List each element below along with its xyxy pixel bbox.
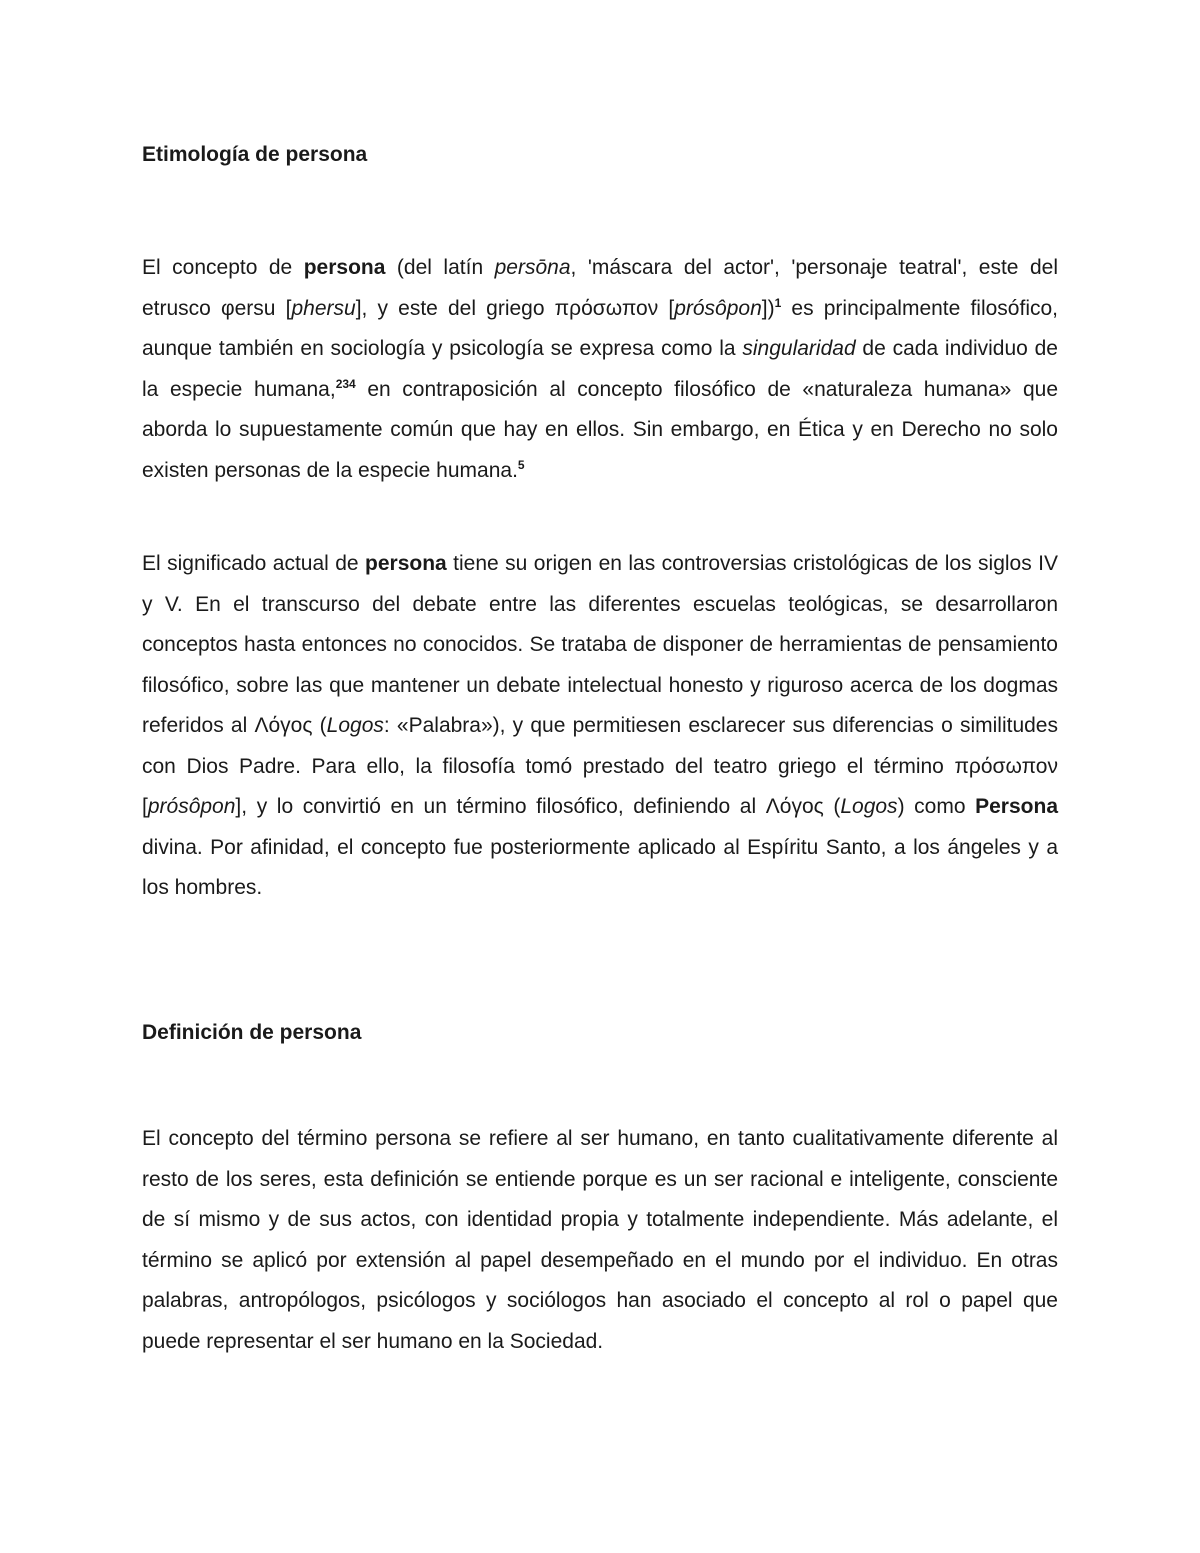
- text-run: ], y este del griego πρόσωπον [: [355, 296, 675, 320]
- text-run: en contraposición al concepto filosófico de «naturaleza humana» que aborda lo supuestamente común que hay en ellos. Sin embargo, en Ética y en Derecho no solo existen personas de la especie humana.: [142, 377, 1058, 482]
- footnote-ref: 234: [335, 376, 356, 391]
- paragraph-etimologia: [142, 248, 1058, 491]
- text-run: tiene su origen en las controversias cristológicas de los siglos IV y V. En el transcurso del debate entre las diferentes escuelas teológicas, se desarrollaron conceptos hasta entonces no conocidos. Se trataba de disponer de herramientas de pensamiento filosófico, sobre las que mantener un debate intelectual honesto y riguroso acerca de los dogmas referidos al Λόγος (: [142, 552, 1058, 737]
- text-run: de cada individuo de la especie humana,: [142, 337, 1058, 401]
- italic-term: Logos: [326, 714, 384, 737]
- text-run: es principalmente filosófico, aunque también en sociología y psicología se expresa como la: [142, 296, 1058, 360]
- text-run: ]): [761, 296, 775, 320]
- text-run: (del latín: [385, 256, 495, 279]
- italic-term: prósôpon: [674, 296, 762, 320]
- text-run: , 'máscara del actor', 'personaje teatral', este del etrusco φersu [: [142, 256, 1059, 320]
- bold-term: Persona: [975, 795, 1058, 818]
- bold-term: persona: [303, 256, 386, 279]
- italic-term: phersu: [291, 296, 356, 320]
- text-run: : «Palabra»), y que permitiesen esclarecer sus diferencias o similitudes con Dios Padre. Para ello, la filosofía tomó prestado del teatro griego el término πρόσωπον [: [142, 714, 1058, 818]
- paragraph-definicion: El concepto del término persona se refiere al ser humano, en tanto cualitativamente diferente al resto de los seres, esta definición se entiende porque es un ser racional e inteligente, consciente de sí mismo y de sus actos, con identidad propia y totalmente independiente. Más adelante, el término se aplicó por extensión al papel desempeñado en el mundo por el individuo. En otras palabras, antropólogos, psicólogos y sociólogos han asociado el concepto al rol o papel que puede representar el ser humano en la Sociedad.: [142, 1127, 1058, 1353]
- text-run: El significado actual de: [142, 552, 366, 575]
- italic-term: singularidad: [742, 337, 856, 360]
- paragraph-significado: [142, 544, 1058, 909]
- italic-term: Logos: [840, 795, 898, 818]
- bold-term: persona: [365, 552, 447, 575]
- italic-term: persōna: [494, 256, 571, 279]
- text-run: ], y lo convirtió en un término filosófico, definiendo al Λόγος (: [235, 795, 841, 818]
- footnote-ref: 1: [774, 295, 782, 310]
- text-run: divina. Por afinidad, el concepto fue posteriormente aplicado al Espíritu Santo, a los ángeles y a los hombres.: [142, 835, 1058, 899]
- text-run: ) como: [897, 795, 976, 818]
- italic-term: prósôpon: [147, 795, 236, 818]
- text-run: El concepto de: [142, 256, 304, 279]
- section-heading-definicion: Definición de persona: [142, 1021, 362, 1044]
- section-heading-etimologia: Etimología de persona: [142, 143, 368, 166]
- footnote-ref: 5: [517, 457, 525, 472]
